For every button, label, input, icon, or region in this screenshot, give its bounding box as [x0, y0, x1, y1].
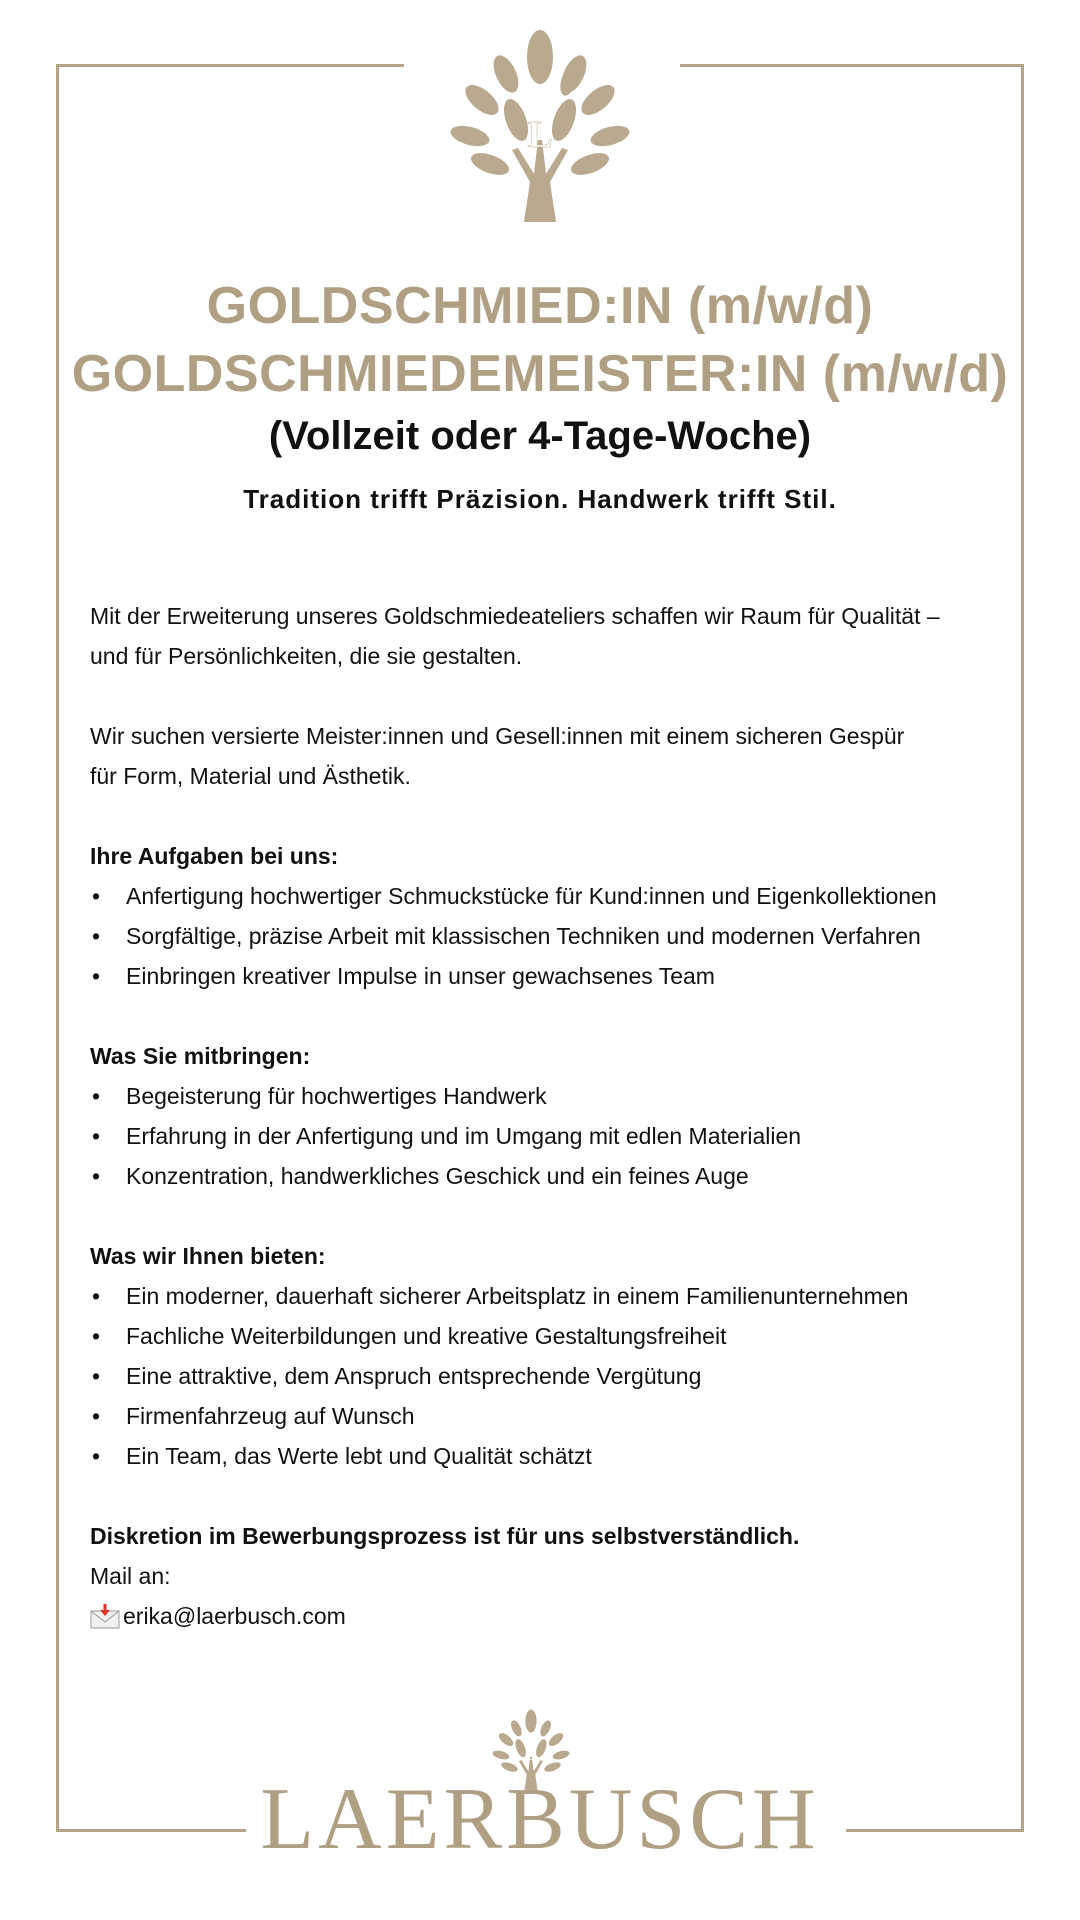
tasks-heading: Ihre Aufgaben bei uns:	[90, 843, 339, 869]
discretion-note: Diskretion im Bewerbungsprozess ist für uns selbstverständlich.	[90, 1523, 800, 1549]
frame-line-top-left	[56, 64, 404, 67]
intro-p1-line2: und für Persönlichkeiten, die sie gestalten.	[90, 643, 523, 669]
subtitle-employment: (Vollzeit oder 4-Tage-Woche)	[268, 414, 812, 458]
intro-p2-line1: Wir suchen versierte Meister:innen und Gesell:innen mit einem sicheren Gespür	[90, 723, 905, 749]
intro-p1-line1: Mit der Erweiterung unseres Goldschmiedeateliers schaffen wir Raum für Qualität –	[90, 603, 940, 629]
tasks-list	[90, 876, 1020, 996]
offer-list	[90, 1276, 1020, 1476]
list-item: • Ein moderner, dauerhaft sicherer Arbeitsplatz in einem Familienunternehmen	[90, 1276, 1020, 1316]
list-item: • Sorgfältige, präzise Arbeit mit klassischen Techniken und modernen Verfahren	[90, 916, 1020, 956]
list-item: • Anfertigung hochwertiger Schmuckstücke für Kund:innen und Eigenkollektionen	[90, 876, 1020, 916]
email-row[interactable]	[90, 1596, 1020, 1636]
email-link[interactable]: erika@laerbusch.com	[123, 1603, 346, 1629]
list-item: • Firmenfahrzeug auf Wunsch	[90, 1396, 1020, 1436]
title-goldschmiedemeister: GOLDSCHMIEDEMEISTER:IN (m/w/d)	[71, 345, 1009, 403]
list-item: • Begeisterung für hochwertiges Handwerk	[90, 1076, 1020, 1116]
list-item: • Ein Team, das Werte lebt und Qualität schätzt	[90, 1436, 1020, 1476]
title-goldschmied: GOLDSCHMIED:IN (m/w/d)	[206, 277, 874, 335]
job-description	[90, 596, 1020, 1636]
offer-heading: Was wir Ihnen bieten:	[90, 1243, 326, 1269]
requirements-heading: Was Sie mitbringen:	[90, 1043, 311, 1069]
tree-logo-icon	[440, 22, 640, 222]
tagline: Tradition trifft Präzision. Handwerk trifft Stil.	[243, 484, 837, 514]
list-item: • Einbringen kreativer Impulse in unser gewachsenes Team	[90, 956, 1020, 996]
mail-label: Mail an:	[90, 1563, 171, 1589]
list-item: • Fachliche Weiterbildungen und kreative Gestaltungsfreiheit	[90, 1316, 1020, 1356]
list-item: • Konzentration, handwerkliches Geschick und ein feines Auge	[90, 1156, 1020, 1196]
brand-wordmark: LAERBUSCH	[260, 1771, 820, 1868]
envelope-icon	[90, 1603, 120, 1629]
list-item: • Eine attraktive, dem Anspruch entsprechende Vergütung	[90, 1356, 1020, 1396]
list-item: • Erfahrung in der Anfertigung und im Umgang mit edlen Materialien	[90, 1116, 1020, 1156]
logo-letter-small: L	[525, 1744, 537, 1764]
requirements-list	[90, 1076, 1020, 1196]
logo-letter: L	[527, 114, 553, 156]
intro-p2-line2: für Form, Material und Ästhetik.	[90, 763, 411, 789]
frame-line-top-right	[680, 64, 1024, 67]
